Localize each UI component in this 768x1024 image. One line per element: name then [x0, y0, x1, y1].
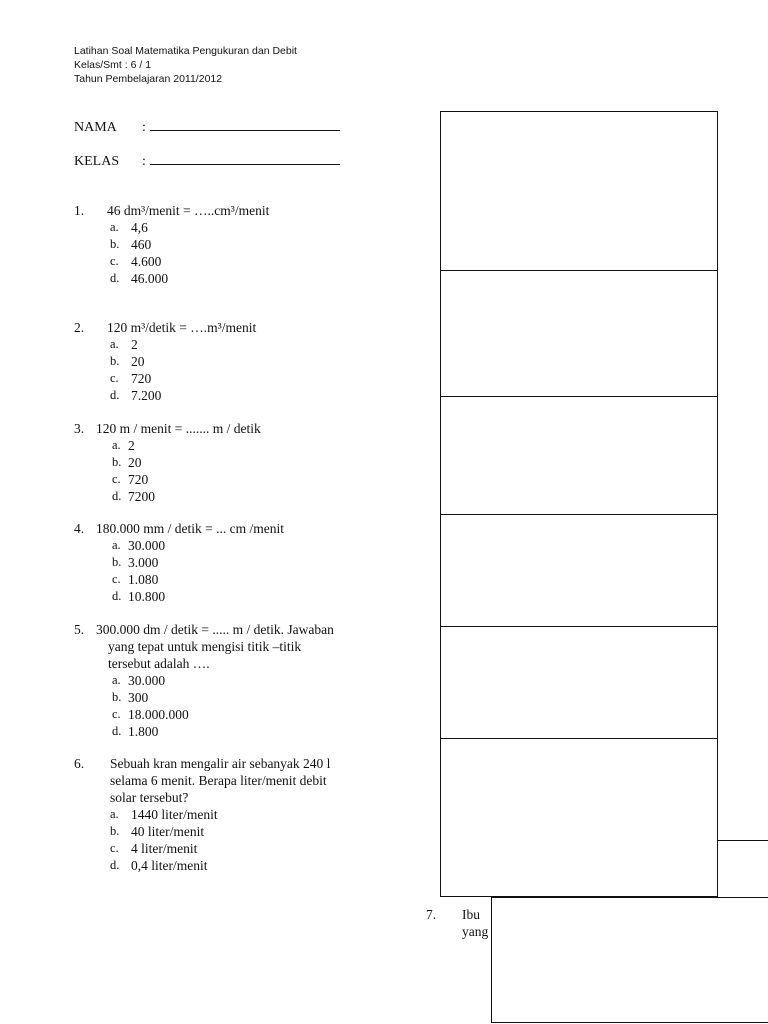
header-year: Tahun Pembelajaran 2011/2012: [74, 73, 223, 85]
option-text: 720: [128, 472, 149, 487]
answer-option[interactable]: [112, 672, 334, 689]
question-1: [74, 202, 269, 287]
option-text: 1440 liter/menit: [131, 807, 218, 822]
option-text: 3.000: [128, 555, 159, 570]
answer-box-4: [440, 514, 718, 627]
answer-box-7: [491, 897, 768, 1023]
question-6: [74, 755, 330, 874]
header-class: Kelas/Smt : 6 / 1: [74, 59, 152, 71]
option-letter: a.: [112, 538, 121, 552]
question-text: Ibu: [462, 907, 480, 922]
answer-option[interactable]: [110, 840, 330, 857]
option-text: 300: [128, 690, 149, 705]
answer-option[interactable]: [110, 270, 269, 287]
answer-box-5: [440, 626, 718, 739]
document-header: [74, 44, 297, 86]
option-letter: c.: [112, 707, 121, 721]
option-letter: c.: [110, 254, 119, 268]
option-letter: d.: [112, 724, 122, 738]
question-4: [74, 520, 284, 605]
class-label: KELAS: [74, 154, 120, 169]
option-text: 30.000: [128, 673, 166, 688]
option-letter: b.: [110, 237, 120, 251]
option-text: 4 liter/menit: [131, 841, 198, 856]
question-text-cont: yang tepat untuk mengisi titik –titik: [108, 639, 302, 654]
question-number: 6.: [74, 756, 85, 771]
question-text: 300.000 dm / detik = ..... m / detik. Jawaban: [96, 622, 334, 637]
option-letter: b.: [112, 455, 122, 469]
class-field[interactable]: [74, 152, 340, 170]
question-number: 4.: [74, 521, 85, 536]
answer-option[interactable]: [112, 488, 261, 505]
question-text-cont: yang: [462, 924, 489, 939]
name-blank-line[interactable]: [150, 118, 340, 131]
answer-box-6: [440, 738, 718, 897]
option-text: 1.080: [128, 572, 159, 587]
question-3: [74, 420, 261, 505]
class-separator: :: [142, 154, 146, 169]
answer-option[interactable]: [112, 723, 334, 740]
answer-option[interactable]: [112, 689, 334, 706]
option-text: 7200: [128, 489, 155, 504]
name-separator: :: [142, 120, 146, 135]
question-number: 3.: [74, 421, 85, 436]
answer-option[interactable]: [112, 588, 284, 605]
question-number: 2.: [74, 320, 85, 335]
option-letter: a.: [112, 673, 121, 687]
answer-box-1: [440, 111, 718, 271]
question-number: 5.: [74, 622, 85, 637]
option-letter: b.: [112, 690, 122, 704]
option-letter: b.: [110, 824, 120, 838]
answer-option[interactable]: [112, 706, 334, 723]
option-letter: a.: [110, 220, 119, 234]
option-text: 0,4 liter/menit: [131, 858, 208, 873]
option-text: 460: [131, 237, 152, 252]
answer-option[interactable]: [110, 353, 256, 370]
question-text-cont: tersebut adalah ….: [108, 656, 210, 671]
answer-option[interactable]: [110, 806, 330, 823]
name-label: NAMA: [74, 120, 117, 135]
answer-option[interactable]: [110, 236, 269, 253]
question-text: Sebuah kran mengalir air sebanyak 240 l: [110, 756, 331, 771]
option-letter: d.: [112, 489, 122, 503]
question-5: [74, 621, 334, 740]
option-text: 46.000: [131, 271, 169, 286]
option-letter: d.: [110, 271, 120, 285]
answer-option[interactable]: [112, 471, 261, 488]
option-text: 1.800: [128, 724, 159, 739]
question-number: 7.: [426, 907, 437, 922]
option-letter: c.: [112, 572, 121, 586]
option-text: 30.000: [128, 538, 166, 553]
option-text: 40 liter/menit: [131, 824, 205, 839]
option-text: 2: [131, 337, 138, 352]
answer-option[interactable]: [112, 437, 261, 454]
option-text: 10.800: [128, 589, 166, 604]
question-text-cont: solar tersebut?: [110, 790, 189, 805]
question-text: 180.000 mm / detik = ... cm /menit: [96, 521, 284, 536]
question-text-cont: selama 6 menit. Berapa liter/menit debit: [110, 773, 327, 788]
option-letter: d.: [110, 858, 120, 872]
option-text: 4.600: [131, 254, 162, 269]
question-7: [426, 906, 488, 940]
question-number: 1.: [74, 203, 85, 218]
answer-option[interactable]: [112, 454, 261, 471]
question-text: 120 m / menit = ....... m / detik: [96, 421, 261, 436]
answer-option[interactable]: [112, 571, 284, 588]
answer-option[interactable]: [110, 253, 269, 270]
answer-option[interactable]: [110, 219, 269, 236]
answer-box-3: [440, 396, 718, 515]
option-letter: d.: [112, 589, 122, 603]
option-letter: a.: [110, 807, 119, 821]
option-text: 18.000.000: [128, 707, 189, 722]
option-text: 4,6: [131, 220, 148, 235]
question-text: 46 dm³/menit = …..cm³/menit: [107, 203, 270, 218]
option-text: 2: [128, 438, 135, 453]
answer-option[interactable]: [110, 857, 330, 874]
question-2: [74, 319, 256, 404]
answer-option[interactable]: [110, 387, 256, 404]
option-letter: b.: [110, 354, 120, 368]
answer-option[interactable]: [110, 370, 256, 387]
answer-box-2: [440, 270, 718, 397]
answer-option[interactable]: [112, 537, 284, 554]
option-letter: c.: [110, 841, 119, 855]
option-letter: a.: [110, 337, 119, 351]
answer-option[interactable]: [110, 336, 256, 353]
answer-option[interactable]: [112, 554, 284, 571]
class-blank-line[interactable]: [150, 152, 340, 165]
option-letter: a.: [112, 438, 121, 452]
question-text: 120 m³/detik = ….m³/menit: [107, 320, 257, 335]
option-text: 720: [131, 371, 152, 386]
box-connector-line: [718, 840, 768, 841]
option-text: 20: [131, 354, 145, 369]
option-letter: b.: [112, 555, 122, 569]
option-letter: c.: [110, 371, 119, 385]
name-field[interactable]: [74, 118, 340, 136]
option-text: 7.200: [131, 388, 162, 403]
option-letter: d.: [110, 388, 120, 402]
option-text: 20: [128, 455, 142, 470]
header-title: Latihan Soal Matematika Pengukuran dan Debit: [74, 45, 297, 57]
answer-option[interactable]: [110, 823, 330, 840]
option-letter: c.: [112, 472, 121, 486]
